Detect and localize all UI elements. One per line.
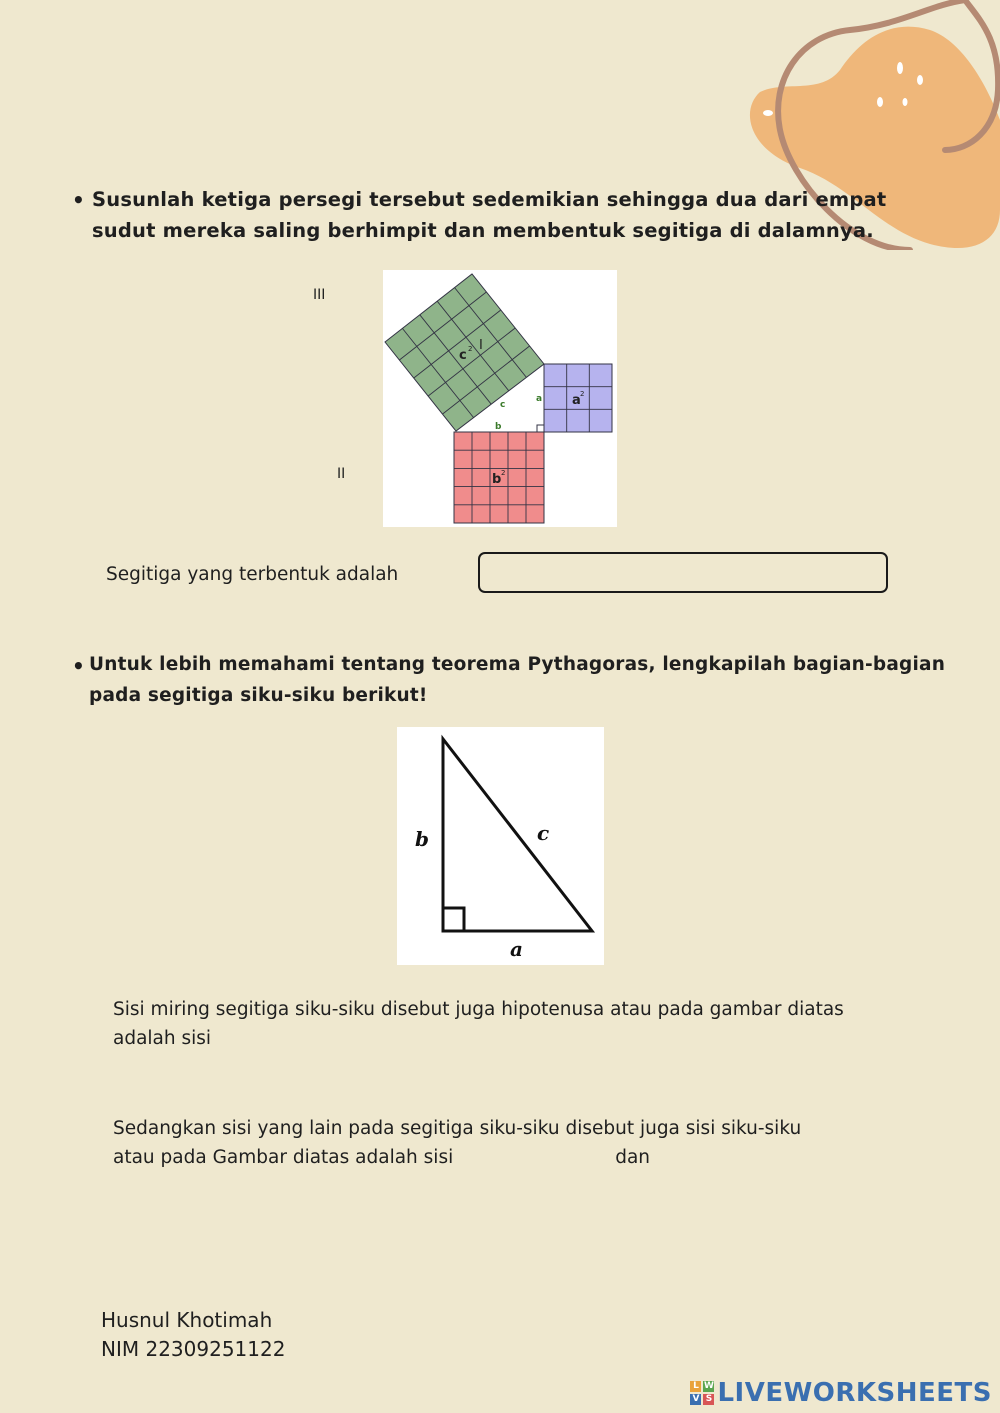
bullet: • [72, 188, 85, 212]
answer-input-triangle-type[interactable] [478, 552, 888, 593]
triangle-side-a-label: a [510, 937, 523, 961]
triangle-side-c-label: c [537, 821, 550, 845]
liveworksheets-text: LIVEWORKSHEETS [717, 1378, 992, 1408]
side-c-label: c [500, 400, 506, 410]
answer-blank-leg-1[interactable] [453, 1150, 615, 1172]
square-c-exponent: 2 [468, 345, 473, 353]
liveworksheets-mark: L W V S [690, 1381, 714, 1405]
question-1-label: Segitiga yang terbentuk adalah [106, 564, 399, 585]
instruction-1 [92, 184, 912, 246]
liveworksheets-logo [690, 1376, 992, 1410]
label-i: I [479, 338, 483, 353]
label-iii: III [313, 287, 326, 303]
right-triangle-figure [397, 727, 604, 965]
side-a-label: a [536, 394, 543, 404]
author-info [101, 1306, 285, 1364]
answer-blank-hypotenuse[interactable] [211, 1031, 371, 1053]
square-b-label: b [492, 472, 502, 487]
question-2-line2: adalah sisi [113, 1028, 212, 1049]
question-3 [113, 1114, 973, 1172]
right-triangle [443, 739, 592, 931]
instruction-2-line1: Untuk lebih memahami tentang teorema Pythagoras, lengkapilah bagian-bagian [89, 654, 946, 675]
question-3-line1: Sedangkan sisi yang lain pada segitiga siku-siku disebut juga sisi siku-siku [113, 1118, 802, 1139]
question-3-line2: atau pada Gambar diatas adalah sisi [113, 1147, 454, 1168]
question-3-conjunction: dan [615, 1147, 651, 1168]
bullet: • [72, 654, 85, 678]
question-2-line1: Sisi miring segitiga siku-siku disebut juga hipotenusa atau pada gambar diatas [113, 999, 844, 1020]
square-b-exponent: 2 [501, 469, 506, 477]
right-angle-marker [443, 908, 464, 931]
triangle-side-b-label: b [415, 827, 429, 851]
author-nim: NIM 22309251122 [101, 1337, 286, 1361]
square-a-exponent: 2 [580, 390, 585, 398]
instruction-2-line2: pada segitiga siku-siku berikut! [89, 685, 428, 706]
pythagoras-squares-figure [383, 270, 617, 527]
instruction-1-line1: Susunlah ketiga persegi tersebut sedemikian sehingga dua dari empat [92, 188, 887, 211]
square-c-label: c [459, 348, 467, 363]
square-a-label: a [572, 393, 581, 408]
instruction-2 [89, 649, 969, 711]
author-name: Husnul Khotimah [101, 1308, 273, 1332]
side-b-label: b [495, 422, 502, 432]
answer-blank-leg-2[interactable] [650, 1150, 810, 1172]
right-angle-marker [537, 425, 544, 432]
instruction-1-line2: sudut mereka saling berhimpit dan membentuk segitiga di dalamnya. [92, 219, 874, 242]
label-ii: II [337, 466, 346, 482]
question-2 [113, 995, 973, 1053]
